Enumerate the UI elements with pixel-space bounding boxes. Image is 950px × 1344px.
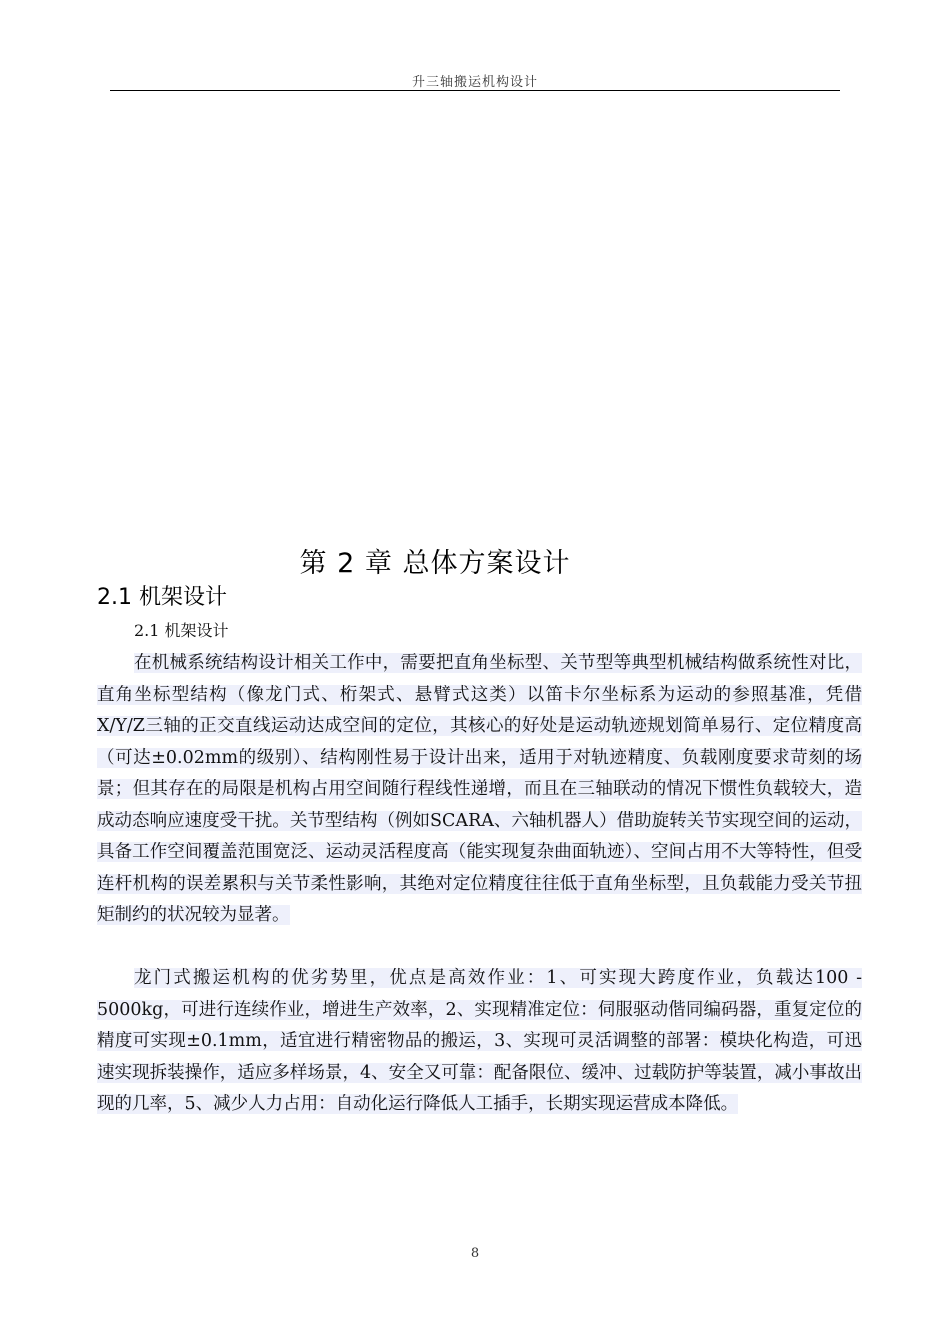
section-subheading: 2.1 机架设计 — [134, 621, 229, 640]
header-divider — [110, 90, 840, 91]
paragraph-text: 龙门式搬运机构的优劣势里，优点是高效作业：1、可实现大跨度作业，负载达100 - 5000kg，可进行连续作业，增进生产效率，2、实现精准定位：伺服驱动偕同编码器，重复定位的精度可实现±0.1mm，适宜进行精密物品的搬运，3、实现可灵活调整的部署：模块化构造，可迅速实现拆装操作，适应多样场景，4、安全又可靠：配备限位、缓冲、过载防护等装置，减小事故出现的几率，5、减少人力占用：自动化运行降低人工插手，长期实现运营成本降低。 — [97, 968, 862, 1114]
body-paragraph — [97, 648, 862, 932]
paragraph-text: 在机械系统结构设计相关工作中，需要把直角坐标型、关节型等典型机械结构做系统性对比，直角坐标型结构（像龙门式、桁架式、悬臂式这类）以笛卡尔坐标系为运动的参照基准，凭借X/Y/Z三轴的正交直线运动达成空间的定位，其核心的好处是运动轨迹规划简单易行、定位精度高（可达±0.02mm的级别）、结构刚性易于设计出来，适用于对轨迹精度、负载刚度要求苛刻的场景；但其存在的局限是机构占用空间随行程线性递增，而且在三轴联动的情况下惯性负载较大，造成动态响应速度受干扰。关节型结构（例如SCARA、六轴机器人）借助旋转关节实现空间的运动，具备工作空间覆盖范围宽泛、运动灵活程度高（能实现复杂曲面轨迹）、空间占用不大等特性，但受连杆机构的误差累积与关节柔性影响，其绝对定位精度往往低于直角坐标型，且负载能力受关节扭矩制约的状况较为显著。 — [97, 653, 862, 925]
running-header: 升三轴搬运机构设计 — [411, 75, 538, 90]
page-number: 8 — [470, 1246, 480, 1261]
body-paragraph — [97, 963, 862, 1121]
section-heading: 2.1 机架设计 — [97, 585, 227, 610]
chapter-title: 第 2 章 总体方案设计 — [299, 548, 571, 579]
